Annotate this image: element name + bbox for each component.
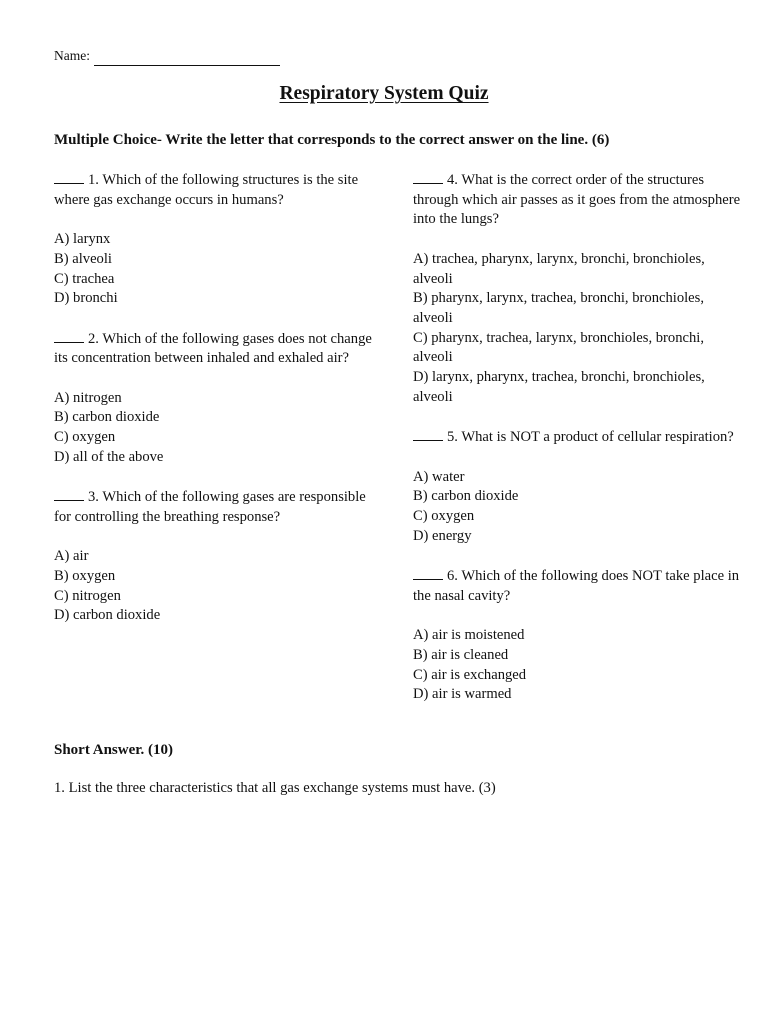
option: A) air is moistened [413, 627, 525, 644]
answer-options [54, 389, 374, 468]
question-2 [54, 329, 374, 468]
option: C) trachea [54, 270, 115, 287]
option: A) water [413, 468, 465, 485]
answer-blank[interactable] [413, 427, 443, 441]
questions-left-column [54, 170, 374, 646]
question-text: 6. Which of the following does NOT take place in the nasal cavity? [413, 568, 740, 604]
page-title: Respiratory System Quiz [279, 83, 489, 104]
option: D) air is warmed [413, 686, 512, 703]
option: D) bronchi [54, 290, 118, 307]
answer-blank[interactable] [54, 329, 84, 343]
option: B) oxygen [54, 567, 116, 584]
option: D) all of the above [54, 448, 164, 465]
questions-right-column [413, 170, 743, 725]
answer-blank[interactable] [54, 487, 84, 501]
question-text: 1. Which of the following structures is the site where gas exchange occurs in humans? [54, 172, 359, 208]
question-text: 4. What is the correct order of the structures through which air passes as it goes from the atmosphere into the lungs? [413, 172, 741, 228]
name-field-row [54, 46, 280, 66]
option: A) trachea, pharynx, larynx, bronchi, bronchioles, alveoli [413, 250, 705, 287]
answer-options [54, 547, 374, 626]
answer-blank[interactable] [413, 566, 443, 580]
multiple-choice-heading: Multiple Choice- Write the letter that corresponds to the correct answer on the line. (6) [54, 132, 610, 148]
question-text: 5. What is NOT a product of cellular respiration? [447, 429, 734, 446]
option: B) carbon dioxide [413, 488, 519, 505]
option: A) larynx [54, 231, 111, 248]
question-5 [413, 427, 743, 546]
option: B) carbon dioxide [54, 409, 160, 426]
option: D) larynx, pharynx, trachea, bronchi, bronchioles, alveoli [413, 369, 705, 405]
option: B) alveoli [54, 250, 112, 267]
answer-options [54, 230, 374, 309]
option: A) nitrogen [54, 389, 122, 406]
short-answer-heading: Short Answer. (10) [54, 742, 174, 758]
answer-blank[interactable] [413, 170, 443, 184]
name-label: Name: [54, 48, 90, 63]
option: D) energy [413, 527, 472, 544]
question-text: 3. Which of the following gases are responsible for controlling the breathing response? [54, 489, 366, 525]
option: A) air [54, 548, 89, 565]
question-1 [54, 170, 374, 309]
short-answer-question-1: 1. List the three characteristics that all gas exchange systems must have. (3) [54, 780, 496, 796]
option: C) pharynx, trachea, larynx, bronchioles, bronchi, alveoli [413, 329, 704, 366]
question-4 [413, 170, 743, 407]
answer-options [413, 626, 743, 705]
option: C) nitrogen [54, 587, 121, 604]
question-3 [54, 487, 374, 626]
question-text: 2. Which of the following gases does not change its concentration between inhaled and exhaled air? [54, 330, 372, 367]
option: C) oxygen [54, 429, 116, 446]
answer-options [413, 468, 743, 547]
option: B) air is cleaned [413, 646, 509, 663]
option: C) oxygen [413, 507, 475, 524]
question-6 [413, 566, 743, 705]
answer-blank[interactable] [54, 170, 84, 184]
option: B) pharynx, larynx, trachea, bronchi, bronchioles, alveoli [413, 290, 704, 326]
option: D) carbon dioxide [54, 607, 161, 624]
answer-options [413, 250, 743, 408]
option: C) air is exchanged [413, 666, 527, 683]
name-blank-line[interactable] [94, 51, 280, 66]
